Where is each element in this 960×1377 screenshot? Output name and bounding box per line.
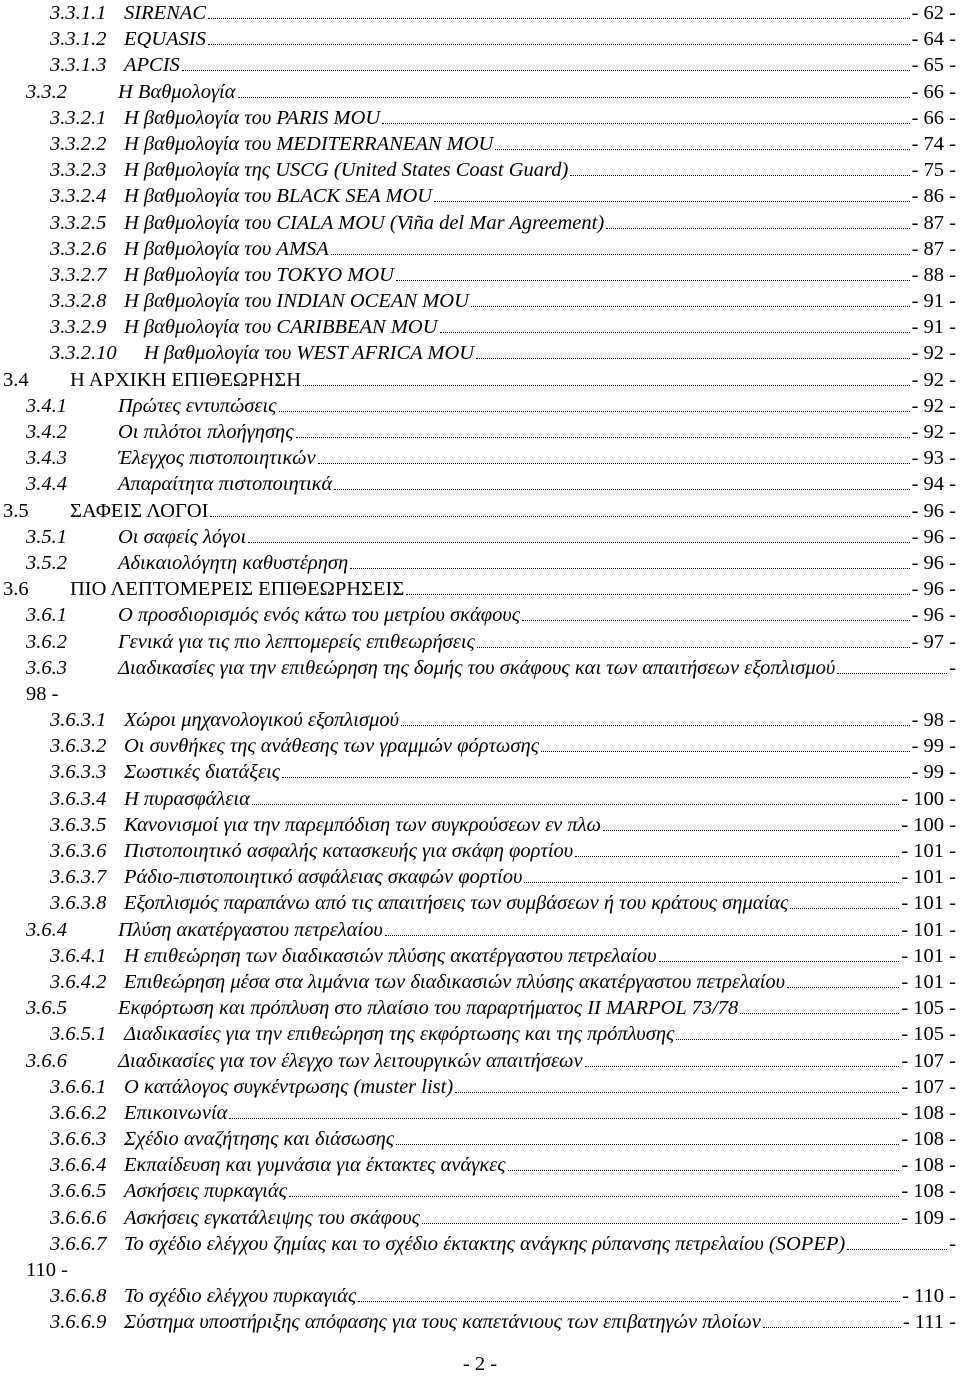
toc-entry-number: 3.5.2 bbox=[26, 551, 67, 574]
toc-entry-number: 3.3.2.8 bbox=[50, 290, 107, 313]
toc-entry-page: - 100 - bbox=[901, 813, 956, 836]
dot-leader bbox=[289, 1178, 899, 1197]
toc-entry-page: - 88 - bbox=[911, 263, 956, 286]
toc-entry-number: 3.4.2 bbox=[26, 421, 67, 443]
toc-entry-title: Διαδικασίες για την επιθεώρηση της εκφόρτωσης και της πρόπλυσης bbox=[124, 1023, 675, 1046]
toc-entry-line bbox=[124, 262, 956, 288]
toc-entry-title: Η βαθμολογία του INDIAN OCEAN MOU bbox=[124, 290, 469, 313]
toc-entry-number: 3.4.1 bbox=[26, 394, 67, 417]
toc-entry-line bbox=[124, 838, 956, 864]
toc-entry-title: Η βαθμολογία του MEDITERRANEAN MOU bbox=[124, 132, 494, 155]
toc-entry-number: 3.3.2.10 bbox=[50, 342, 117, 365]
dot-leader bbox=[603, 812, 899, 831]
toc-entry-line bbox=[124, 759, 956, 785]
toc-entry-page: - 92 - bbox=[911, 342, 956, 365]
toc-entry-number: 3.6.6.5 bbox=[50, 1180, 107, 1203]
toc-entry-title: Ασκήσεις εγκατάλειψης του σκάφους bbox=[124, 1206, 420, 1229]
toc-entry[interactable] bbox=[0, 26, 960, 52]
toc-entry[interactable] bbox=[0, 1126, 960, 1152]
toc-entry[interactable] bbox=[0, 707, 960, 733]
toc-entry-title: Επιθεώρηση μέσα στα λιμάνια των διαδικασιών πλύσης ακατέργαστου πετρελαίου bbox=[124, 970, 786, 993]
toc-entry-number: 3.3.2.3 bbox=[50, 159, 107, 182]
toc-entry-title: Το σχέδιο ελέγχου ζημίας και το σχέδιο έκτακτης ανάγκης ρύπανσης πετρελαίου (SOPEP) bbox=[124, 1232, 846, 1255]
toc-entry-title: Πιστοποιητικό ασφαλής κατασκευής για σκάφη φορτίου bbox=[124, 840, 574, 862]
toc-entry[interactable] bbox=[0, 1074, 960, 1100]
toc-entry-line bbox=[124, 943, 956, 969]
toc-entry-line bbox=[124, 0, 956, 26]
toc-entry-title: ΠΙΟ ΛΕΠΤΟΜΕΡΕΙΣ ΕΠΙΘΕΩΡΗΣΕΙΣ bbox=[70, 578, 405, 601]
toc-entry[interactable] bbox=[0, 1100, 960, 1126]
dot-leader bbox=[238, 79, 910, 98]
dot-leader bbox=[790, 890, 899, 909]
dot-leader bbox=[303, 367, 910, 386]
toc-entry-page: - 91 - bbox=[911, 290, 956, 313]
toc-entry-number: 3.3.1.2 bbox=[50, 28, 107, 51]
toc-entry-number: 3.6.3.6 bbox=[50, 840, 107, 862]
toc-entry-page: - 96 - bbox=[911, 525, 956, 548]
dot-leader bbox=[837, 655, 947, 674]
toc-entry-title: Κανονισμοί για την παρεμπόδιση των συγκρούσεων εν πλω bbox=[124, 813, 602, 836]
toc-entry-title: Πρώτες εντυπώσεις bbox=[118, 394, 277, 417]
dot-leader bbox=[787, 969, 899, 988]
toc-entry-line bbox=[118, 393, 956, 419]
toc-entry[interactable] bbox=[0, 471, 960, 497]
toc-entry-page: - bbox=[949, 1232, 956, 1255]
dot-leader bbox=[606, 210, 909, 229]
toc-entry[interactable] bbox=[0, 1205, 960, 1231]
toc-entry-page: - 96 - bbox=[911, 499, 956, 522]
toc-entry-title: Διαδικασίες για τον έλεγχο των λειτουργικών απαιτήσεων bbox=[118, 1049, 583, 1072]
toc-entry-number: 3.3.2.4 bbox=[50, 185, 107, 208]
toc-entry-page: - 111 - bbox=[902, 1311, 956, 1334]
toc-entry-line bbox=[124, 707, 956, 733]
toc-entry-page: - 93 - bbox=[911, 447, 956, 470]
toc-entry-title: Διαδικασίες για την επιθεώρηση της δομής του σκάφους και των απαιτήσεων εξοπλισμού bbox=[118, 656, 836, 679]
dot-leader bbox=[570, 157, 909, 176]
toc-entry-title: Η επιθεώρηση των διαδικασιών πλύσης ακατέργαστου πετρελαίου bbox=[124, 944, 657, 967]
toc-entry-title: Η Βαθμολογία bbox=[118, 80, 236, 103]
dot-leader bbox=[208, 0, 910, 19]
dot-leader bbox=[385, 917, 900, 936]
toc-entry-page: - 96 - bbox=[911, 578, 956, 601]
toc-entry-number: 3.3.2.9 bbox=[50, 316, 107, 339]
dot-leader bbox=[676, 1021, 899, 1040]
toc-entry[interactable] bbox=[0, 1283, 960, 1309]
toc-entry-page: - 110 - bbox=[902, 1285, 956, 1308]
toc-entry-line bbox=[124, 157, 956, 183]
toc-entry-number: 3.6.4.1 bbox=[50, 944, 107, 967]
dot-leader bbox=[182, 52, 910, 71]
toc-entry-line bbox=[70, 498, 956, 524]
toc-entry[interactable] bbox=[0, 629, 960, 655]
toc-entry-number: 3.6 bbox=[3, 578, 29, 601]
dot-leader bbox=[406, 576, 909, 595]
toc-entry-page: - 92 - bbox=[911, 421, 956, 443]
toc-entry-page: - 96 - bbox=[911, 604, 956, 627]
toc-entry-number: 3.5 bbox=[3, 499, 29, 522]
toc-entry-line bbox=[118, 524, 956, 550]
dot-leader bbox=[477, 629, 910, 648]
toc-entry-title: Ο προσδιορισμός ενός κάτω του μετρίου σκάφους bbox=[118, 604, 521, 627]
toc-entry-title: Οι σαφείς λόγοι bbox=[118, 525, 247, 548]
toc-entry-number: 3.6.2 bbox=[26, 630, 67, 653]
dot-leader bbox=[434, 183, 910, 202]
toc-entry[interactable] bbox=[0, 1231, 960, 1257]
toc-entry-continuation bbox=[0, 1257, 960, 1283]
dot-leader bbox=[508, 1152, 900, 1171]
toc-entry-title: Η ΑΡΧΙΚΗ ΕΠΙΘΕΩΡΗΣΗ bbox=[70, 368, 302, 391]
toc-entry-title: Έλεγχος πιστοποιητικών bbox=[118, 447, 316, 470]
toc-entry-page-continued: 110 - bbox=[26, 1259, 68, 1281]
toc-entry-number: 3.6.6.6 bbox=[50, 1206, 107, 1229]
toc-entry-line bbox=[118, 1048, 956, 1074]
dot-leader bbox=[296, 419, 910, 438]
dot-leader bbox=[350, 550, 909, 569]
toc-entry-number: 3.6.1 bbox=[26, 604, 67, 627]
dot-leader bbox=[524, 864, 899, 883]
toc-entry-page: - 66 - bbox=[911, 106, 956, 129]
toc-entry-title: Η βαθμολογία του TOKYO MOU bbox=[124, 263, 394, 286]
toc-entry-title: Σωστικές διατάξεις bbox=[124, 761, 281, 784]
dot-leader bbox=[740, 995, 899, 1014]
toc-entry-line bbox=[118, 550, 956, 576]
toc-entry-page: - 97 - bbox=[911, 630, 956, 653]
toc-entry-line bbox=[118, 629, 956, 655]
toc-entry-line bbox=[124, 52, 956, 78]
toc-entry-title: Η βαθμολογία του CARIBBEAN MOU bbox=[124, 316, 438, 339]
toc-entry-title: APCIS bbox=[124, 54, 180, 77]
toc-entry-title: Η βαθμολογία του PARIS MOU bbox=[124, 106, 381, 129]
toc-entry-number: 3.6.3.5 bbox=[50, 813, 107, 836]
toc-entry-number: 3.3.1.3 bbox=[50, 54, 107, 77]
toc-entry-page: - 101 - bbox=[901, 944, 956, 967]
dot-leader bbox=[331, 236, 910, 255]
dot-leader bbox=[210, 498, 909, 517]
toc-entry[interactable] bbox=[0, 786, 960, 812]
dot-leader bbox=[763, 1309, 901, 1328]
toc-entry-line bbox=[118, 602, 956, 628]
toc-entry-page: - 100 - bbox=[901, 787, 956, 810]
toc-entry-number: 3.6.6.2 bbox=[50, 1101, 107, 1124]
toc-entry[interactable] bbox=[0, 1309, 960, 1335]
toc-entry-line bbox=[124, 864, 956, 890]
toc-entry-number: 3.6.3.4 bbox=[50, 787, 107, 810]
toc-entry[interactable] bbox=[0, 79, 960, 105]
toc-entry-line bbox=[124, 969, 956, 995]
toc-entry-number: 3.3.2.2 bbox=[50, 132, 107, 155]
toc-entry[interactable] bbox=[0, 1178, 960, 1204]
toc-entry[interactable] bbox=[0, 1021, 960, 1047]
toc-entry-page: - 108 - bbox=[901, 1128, 956, 1151]
toc-entry-line bbox=[70, 576, 956, 602]
toc-entry-line bbox=[118, 419, 956, 445]
toc-entry[interactable] bbox=[0, 1048, 960, 1074]
toc-entry[interactable] bbox=[0, 340, 960, 366]
toc-entry-line bbox=[124, 1074, 956, 1100]
toc-entry-title: Η πυρασφάλεια bbox=[124, 787, 250, 810]
toc-entry[interactable] bbox=[0, 602, 960, 628]
toc-entry-line bbox=[118, 471, 956, 497]
toc-entry-line bbox=[124, 1100, 956, 1126]
toc-entry[interactable] bbox=[0, 812, 960, 838]
toc-entry[interactable] bbox=[0, 864, 960, 890]
toc-entry-line bbox=[144, 340, 956, 366]
toc-entry-title: ΣΑΦΕΙΣ ΛΟΓΟΙ bbox=[70, 499, 209, 522]
toc-entry-page: - 86 - bbox=[911, 185, 956, 208]
toc-entry-page: - 92 - bbox=[911, 368, 956, 391]
toc-entry-line bbox=[124, 288, 956, 314]
toc-entry[interactable] bbox=[0, 943, 960, 969]
toc-entry-line bbox=[124, 786, 956, 812]
toc-entry-title: Η βαθμολογία του WEST AFRICA MOU bbox=[144, 342, 475, 365]
toc-entry-number: 3.3.2.1 bbox=[50, 106, 107, 129]
page-number: - 2 - bbox=[462, 1353, 498, 1375]
toc-entry[interactable] bbox=[0, 183, 960, 209]
toc-entry-line bbox=[124, 812, 956, 838]
toc-entry-number: 3.6.6.4 bbox=[50, 1154, 107, 1177]
toc-entry-line bbox=[124, 131, 956, 157]
toc-entry-line bbox=[124, 105, 956, 131]
toc-entry-page-continued: 98 - bbox=[26, 682, 59, 705]
toc-entry-line bbox=[124, 210, 956, 236]
toc-entry-number: 3.6.3.1 bbox=[50, 709, 107, 732]
toc-entry-page: - 101 - bbox=[901, 892, 956, 915]
toc-entry[interactable] bbox=[0, 314, 960, 340]
toc-entry-page: - 105 - bbox=[901, 1023, 956, 1046]
toc-entry-title: SIRENAC bbox=[124, 2, 206, 24]
toc-entry-line bbox=[118, 917, 956, 943]
toc-entry-number: 3.4.3 bbox=[26, 447, 67, 470]
toc-entry-page: - 101 - bbox=[901, 840, 956, 862]
toc-entry-title: Εκφόρτωση και πρόπλυση στο πλαίσιο του παραρτήματος ΙΙ MARPOL 73/78 bbox=[118, 997, 739, 1020]
toc-entry-title: Το σχέδιο ελέγχου πυρκαγιάς bbox=[124, 1285, 357, 1308]
toc-entry[interactable] bbox=[0, 52, 960, 78]
toc-entry-title: Χώροι μηχανολογικού εξοπλισμού bbox=[124, 709, 400, 732]
dot-leader bbox=[252, 786, 900, 805]
toc-entry[interactable] bbox=[0, 445, 960, 471]
toc-entry[interactable] bbox=[0, 890, 960, 916]
toc-entry-page: - 64 - bbox=[911, 28, 956, 51]
toc-entry-line bbox=[124, 314, 956, 340]
toc-entry-number: 3.6.6.1 bbox=[50, 1075, 107, 1098]
dot-leader bbox=[396, 1126, 899, 1145]
toc-entry-line bbox=[124, 1152, 956, 1178]
toc-entry-line bbox=[124, 1231, 956, 1257]
toc-entry-title: Ο κατάλογος συγκέντρωσης (muster list) bbox=[124, 1075, 454, 1098]
toc-entry-line bbox=[118, 445, 956, 471]
dot-leader bbox=[334, 471, 909, 490]
toc-entry[interactable] bbox=[0, 550, 960, 576]
toc-entry-title: Σύστημα υποστήριξης απόφασης για τους καπετάνιους των επιβατηγών πλοίων bbox=[124, 1311, 761, 1334]
toc-entry-number: 3.6.6.8 bbox=[50, 1285, 107, 1308]
toc-entry[interactable] bbox=[0, 759, 960, 785]
toc-entry[interactable] bbox=[0, 524, 960, 550]
toc-entry-page: - 62 - bbox=[911, 2, 956, 24]
toc-entry-number: 3.6.6.9 bbox=[50, 1311, 107, 1334]
toc-entry-number: 3.6.3.3 bbox=[50, 761, 107, 784]
dot-leader bbox=[279, 393, 910, 412]
toc-entry[interactable] bbox=[0, 419, 960, 445]
dot-leader bbox=[575, 838, 899, 857]
toc-entry-line bbox=[124, 890, 956, 916]
toc-entry-number: 3.6.5.1 bbox=[50, 1023, 107, 1046]
toc-entry-page: - 98 - bbox=[911, 709, 956, 732]
toc-entry-number: 3.6.3.8 bbox=[50, 892, 107, 915]
dot-leader bbox=[318, 445, 910, 464]
dot-leader bbox=[455, 1074, 899, 1093]
toc-entry[interactable] bbox=[0, 655, 960, 681]
toc-entry-page: - 105 - bbox=[901, 997, 956, 1020]
toc-entry[interactable] bbox=[0, 576, 960, 602]
toc-entry[interactable] bbox=[0, 157, 960, 183]
toc-entry-page: - bbox=[949, 656, 956, 679]
toc-entry-title: Η βαθμολογία της USCG (United States Coast Guard) bbox=[124, 159, 569, 182]
toc-entry[interactable] bbox=[0, 367, 960, 393]
toc-entry-line bbox=[124, 1126, 956, 1152]
dot-leader bbox=[495, 131, 909, 150]
dot-leader bbox=[401, 707, 910, 726]
toc-entry-page: - 75 - bbox=[911, 159, 956, 182]
toc-entry-title: Η βαθμολογία του CIALA MOU (Viña del Mar Agreement) bbox=[124, 211, 605, 234]
toc-entry-title: Πλύση ακατέργαστου πετρελαίου bbox=[118, 918, 383, 941]
toc-entry[interactable] bbox=[0, 262, 960, 288]
toc-entry-number: 3.3.2 bbox=[26, 80, 67, 103]
toc-entry-number: 3.6.3 bbox=[26, 656, 67, 679]
toc-entry-number: 3.6.6 bbox=[26, 1049, 67, 1072]
toc-entry-title: Ασκήσεις πυρκαγιάς bbox=[124, 1180, 287, 1203]
toc-entry-title: Η βαθμολογία του BLACK SEA MOU bbox=[124, 185, 433, 208]
toc-entry-title: Απαραίτητα πιστοποιητικά bbox=[118, 473, 333, 496]
toc-entry-title: Εξοπλισμός παραπάνω από τις απαιτήσεις των συμβάσεων ή του κράτους σημαίας bbox=[124, 892, 789, 915]
toc-entry-title: Ράδιο-πιστοποιητικό ασφάλειας σκαφών φορτίου bbox=[124, 866, 523, 889]
toc-entry-line bbox=[118, 79, 956, 105]
toc-entry-page: - 108 - bbox=[901, 1154, 956, 1177]
toc-entry-line bbox=[124, 26, 956, 52]
toc-entry-line bbox=[124, 1309, 956, 1335]
toc-entry-line bbox=[118, 995, 956, 1021]
toc-entry-title: EQUASIS bbox=[124, 28, 206, 51]
toc-entry-page: - 91 - bbox=[911, 316, 956, 339]
toc-entry-page: - 109 - bbox=[901, 1206, 956, 1229]
toc-entry[interactable] bbox=[0, 498, 960, 524]
dot-leader bbox=[208, 26, 910, 45]
toc-entry-line bbox=[124, 1205, 956, 1231]
dot-leader bbox=[382, 105, 909, 124]
dot-leader bbox=[541, 733, 910, 752]
toc-entry-line bbox=[124, 236, 956, 262]
toc-entry-number: 3.3.2.5 bbox=[50, 211, 107, 234]
toc-entry-page: - 108 - bbox=[901, 1101, 956, 1124]
toc-entry-page: - 74 - bbox=[911, 132, 956, 155]
toc-entry-line bbox=[70, 367, 956, 393]
toc-entry-number: 3.3.1.1 bbox=[50, 2, 107, 24]
toc-entry-number: 3.4.4 bbox=[26, 473, 67, 496]
toc-entry-page: - 99 - bbox=[911, 761, 956, 784]
dot-leader bbox=[248, 524, 909, 543]
toc-entry-title: Οι πιλότοι πλοήγησης bbox=[118, 421, 294, 443]
toc-entry-line bbox=[124, 183, 956, 209]
dot-leader bbox=[522, 602, 910, 621]
toc-entry-title: Οι συνθήκες της ανάθεσης των γραμμών φόρτωσης bbox=[124, 735, 539, 758]
toc-entry-page: - 94 - bbox=[911, 473, 956, 496]
toc-entry-title: Επικοινωνία bbox=[124, 1101, 228, 1124]
toc-entry[interactable] bbox=[0, 995, 960, 1021]
dot-leader bbox=[585, 1048, 900, 1067]
dot-leader bbox=[476, 340, 910, 359]
toc-entry[interactable] bbox=[0, 131, 960, 157]
toc-entry-line bbox=[124, 733, 956, 759]
toc-entry-page: - 96 - bbox=[911, 551, 956, 574]
dot-leader bbox=[440, 314, 910, 333]
toc-entry-number: 3.6.3.2 bbox=[50, 735, 107, 758]
dot-leader bbox=[358, 1283, 900, 1302]
toc-entry-page: - 101 - bbox=[901, 866, 956, 889]
toc-entry[interactable] bbox=[0, 105, 960, 131]
toc-entry[interactable] bbox=[0, 733, 960, 759]
toc-entry-number: 3.6.4.2 bbox=[50, 970, 107, 993]
toc-entry[interactable] bbox=[0, 1152, 960, 1178]
toc-entry-page: - 92 - bbox=[911, 394, 956, 417]
toc-entry[interactable] bbox=[0, 210, 960, 236]
dot-leader bbox=[471, 288, 910, 307]
toc-entry-page: - 87 - bbox=[911, 237, 956, 260]
toc-entry-number: 3.4 bbox=[3, 368, 29, 391]
toc-entry-page: - 99 - bbox=[911, 735, 956, 758]
toc-entry-number: 3.6.5 bbox=[26, 997, 67, 1020]
toc-entry[interactable] bbox=[0, 917, 960, 943]
toc-entry-number: 3.6.3.7 bbox=[50, 866, 107, 889]
dot-leader bbox=[422, 1205, 899, 1224]
dot-leader bbox=[659, 943, 900, 962]
toc-entry-page: - 101 - bbox=[901, 918, 956, 941]
toc-entry-line bbox=[118, 655, 956, 681]
toc-entry-number: 3.6.4 bbox=[26, 918, 67, 941]
toc-entry[interactable] bbox=[0, 393, 960, 419]
toc-entry-number: 3.5.1 bbox=[26, 525, 67, 548]
toc-entry-number: 3.3.2.6 bbox=[50, 237, 107, 260]
toc-entry-title: Σχέδιο αναζήτησης και διάσωσης bbox=[124, 1128, 395, 1151]
toc-entry[interactable] bbox=[0, 236, 960, 262]
toc-entry-number: 3.6.6.7 bbox=[50, 1232, 107, 1255]
toc-entry-page: - 108 - bbox=[901, 1180, 956, 1203]
toc-entry-page: - 107 - bbox=[901, 1075, 956, 1098]
toc-entry-number: 3.6.6.3 bbox=[50, 1128, 107, 1151]
toc-entry[interactable] bbox=[0, 0, 960, 26]
toc-entry-line bbox=[124, 1178, 956, 1204]
dot-leader bbox=[847, 1231, 947, 1250]
toc-entry-title: Η βαθμολογία του AMSA bbox=[124, 237, 329, 260]
toc-entry-page: - 87 - bbox=[911, 211, 956, 234]
toc-entry-page: - 101 - bbox=[901, 970, 956, 993]
toc-entry-page: - 66 - bbox=[911, 80, 956, 103]
dot-leader bbox=[396, 262, 910, 281]
toc-entry[interactable] bbox=[0, 288, 960, 314]
dot-leader bbox=[282, 759, 909, 778]
toc-entry-title: Εκπαίδευση και γυμνάσια για έκτακτες ανάγκες bbox=[124, 1154, 506, 1177]
toc-entry[interactable] bbox=[0, 969, 960, 995]
toc-entry-line bbox=[124, 1021, 956, 1047]
dot-leader bbox=[229, 1100, 899, 1119]
toc-entry-page: - 107 - bbox=[901, 1049, 956, 1072]
toc-entry-line bbox=[124, 1283, 956, 1309]
toc-entry[interactable] bbox=[0, 838, 960, 864]
toc-entry-title: Αδικαιολόγητη καθυστέρηση bbox=[118, 551, 349, 574]
toc-entry-continuation bbox=[0, 681, 960, 707]
toc-entry-number: 3.3.2.7 bbox=[50, 263, 107, 286]
toc-entry-title: Γενικά για τις πιο λεπτομερείς επιθεωρήσεις bbox=[118, 630, 475, 653]
toc-entry-page: - 65 - bbox=[911, 54, 956, 77]
